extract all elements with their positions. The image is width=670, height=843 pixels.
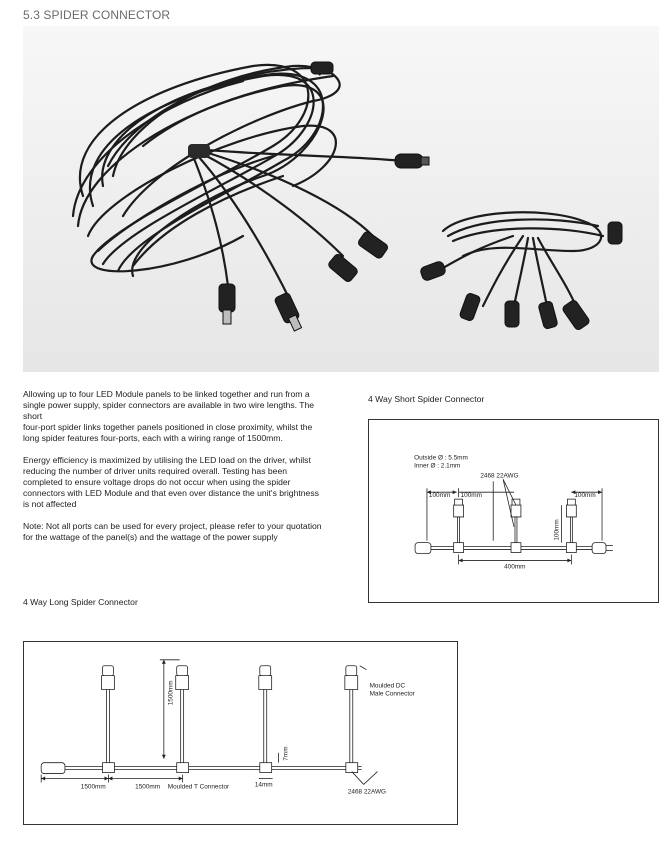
paragraph-efficiency: Energy efficiency is maximized by utilising the LED load on the driver, whilst reducing the number of driver units required overall. Testing has been completed to ensure voltage drops do not occur when using the spider connectors with LED Module and that even over distance the unit's brightness is not affected [23,455,319,509]
male-connector-label: Male Connector [369,690,415,698]
short-dim-mid: 100mm [460,492,482,500]
outside-diameter-label: Outside Ø : 5.5mm [414,454,468,462]
long-dim-mid: 1500mm [135,783,161,791]
long-dim-14mm: 14mm [254,781,273,789]
paragraph-intro: Allowing up to four LED Module panels to be linked together and run from a single power supply, spider connectors are available in two wire lengths. The short four-port spider links together panels positioned in close proximity, whilst the long spider features four-ports, each with a wiring range of 1500mm. [23,389,315,443]
short-dim-vertical: 100mm [553,519,561,541]
paragraph-note: Note: Not all ports can be used for every project, please refer to your quotation for the wattage of the panel(s) and the wattage of the power supply [23,521,322,542]
short-spider-diagram [368,419,659,603]
moulded-t-label: Moulded T Connector [167,783,230,791]
long-dim-vertical: 1500mm [167,680,175,706]
long-spider-title: 4 Way Long Spider Connector [23,597,138,607]
long-spider-diagram [23,641,458,825]
short-dim-right: 100mm [574,492,596,500]
long-wire-label: 2468 22AWG [347,788,387,796]
short-wire-label: 2468 22AWG [480,472,519,480]
inner-diameter-label: Inner Ø : 2.1mm [414,462,461,470]
short-dim-left: 100mm [428,492,451,500]
product-photo [23,26,659,372]
description-text [23,389,323,554]
long-dim-left: 1500mm [80,783,106,791]
page-heading: 5.3 SPIDER CONNECTOR [23,8,171,22]
short-dim-total: 400mm [504,563,526,571]
short-spider-title: 4 Way Short Spider Connector [368,394,485,404]
long-dim-7mm: 7mm [282,746,290,761]
moulded-dc-label: Moulded DC [369,682,406,690]
